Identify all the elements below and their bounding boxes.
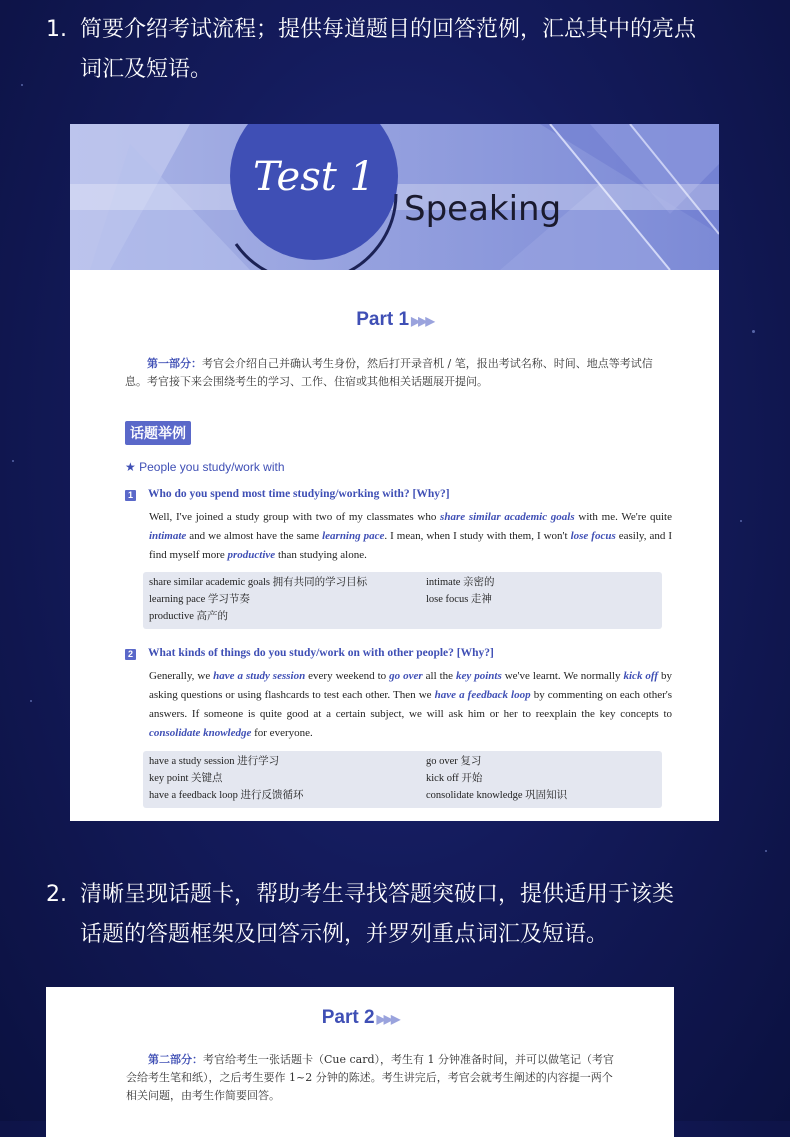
star-dot — [12, 460, 14, 462]
answer-text: . I mean, when I study with them, I won't — [384, 530, 571, 542]
part-2-title-text: Part 2 — [321, 1007, 375, 1028]
answer-text: for everyone. — [251, 727, 313, 739]
part-1-title-text: Part 1 — [356, 309, 410, 330]
section-1-line-1: 简要介绍考试流程；提供每道题目的回答范例，汇总其中的亮点 — [80, 17, 697, 42]
highlight-phrase: kick off — [623, 670, 659, 682]
vocab-entry: go over 复习 — [426, 756, 482, 767]
highlight-phrase: intimate — [149, 530, 187, 542]
part-1-title — [70, 309, 719, 331]
section-1-line-2: 词汇及短语。 — [80, 57, 213, 82]
vocab-entry: intimate 亲密的 — [426, 577, 495, 588]
question-1-vocab-box — [143, 572, 662, 629]
highlight-phrase: consolidate knowledge — [149, 727, 252, 739]
section-1-heading — [46, 10, 746, 90]
vocab-entry: kick off 开始 — [426, 773, 483, 784]
section-2-heading — [46, 875, 746, 955]
vocab-entry: share similar academic goals 拥有共同的学习目标 — [149, 577, 368, 588]
question-1-answer — [149, 508, 672, 565]
question-2-number: 2 — [125, 649, 136, 660]
vocab-row — [149, 608, 648, 625]
highlight-phrase: have a feedback loop — [434, 689, 531, 701]
vocab-entry: productive 高产的 — [149, 611, 229, 622]
answer-text: than studying alone. — [275, 549, 367, 561]
highlight-phrase: have a study session — [213, 670, 306, 682]
answer-text: with me. We're quite — [574, 511, 672, 523]
vocab-entry: consolidate knowledge 巩固知识 — [426, 790, 568, 801]
part-2-intro-text: 考官给考生一张话题卡（Cue card），考生有 1 分钟准备时间，并可以做笔记（考官会给考生笔和纸），之后考生要作 1~2 分钟的陈述。考生讲完后，考官会就考生阐述的内容提一两个相关问题，由考生作简要回答。 — [126, 1053, 615, 1102]
part-2-intro-label: 第二部分： — [148, 1053, 203, 1066]
question-2-answer — [149, 667, 672, 743]
triple-arrow-icon: ▶▶▶ — [376, 1012, 399, 1026]
section-2-line-2: 话题的答题框架及回答示例，并罗列重点词汇及短语。 — [80, 922, 609, 947]
part-1-intro-text: 考官会介绍自己并确认考生身份，然后打开录音机 / 笔，报出考试名称、时间、地点等考试信息。考官接下来会围绕考生的学习、工作、住宿或其他相关话题展开提问。 — [125, 357, 653, 388]
part-1-intro-label: 第一部分： — [147, 357, 202, 370]
test-speaking-banner — [70, 124, 719, 270]
topic-example-tag: 话题举例 — [125, 421, 191, 445]
vocab-entry: lose focus 走神 — [426, 594, 492, 605]
answer-text: and we almost have the same — [186, 530, 323, 542]
highlight-phrase: productive — [227, 549, 276, 561]
question-2-vocab-box — [143, 751, 662, 808]
sample-page-part-1 — [70, 124, 719, 821]
star-dot — [21, 84, 23, 86]
part-2-title — [46, 1007, 674, 1029]
answer-text: Well, I've joined a study group with two of my classmates who — [149, 511, 441, 523]
vocab-entry: have a feedback loop 进行反馈循环 — [149, 790, 304, 801]
answer-text: every weekend to — [305, 670, 390, 682]
section-2-line-1: 清晰呈现话题卡，帮助考生寻找答题突破口，提供适用于该类 — [80, 882, 675, 907]
answer-text: easily, and I find myself more — [149, 530, 672, 561]
vocab-row — [149, 787, 648, 804]
highlight-phrase: share similar academic goals — [440, 511, 575, 523]
answer-text: Generally, we — [149, 670, 214, 682]
answer-text: we've learnt. We normally — [501, 670, 624, 682]
answer-text: all the — [422, 670, 457, 682]
question-2-text: What kinds of things do you study/work on with other people? [Why?] — [148, 647, 494, 659]
vocab-entry: key point 关键点 — [149, 773, 223, 784]
star-dot — [752, 330, 755, 333]
answer-text: by commenting on each other's answers. If someone is quite good at a certain subject, we will ask him or her to reexplain the key concepts to — [149, 689, 672, 720]
vocab-row — [149, 574, 648, 591]
section-2-number: 2. — [46, 882, 67, 907]
question-1-number: 1 — [125, 490, 136, 501]
vocab-entry: learning pace 学习节奏 — [149, 594, 250, 605]
vocab-row — [149, 753, 648, 770]
section-1-number: 1. — [46, 17, 67, 42]
vocab-row — [149, 770, 648, 787]
star-dot — [30, 700, 32, 702]
banner-speaking-label: Speaking — [404, 189, 562, 229]
part-2-intro — [126, 1051, 621, 1105]
sample-page-part-2 — [46, 987, 674, 1137]
vocab-row — [149, 591, 648, 608]
triple-arrow-icon: ▶▶▶ — [411, 314, 433, 328]
highlight-phrase: learning pace — [322, 530, 385, 542]
highlight-phrase: lose focus — [570, 530, 616, 542]
star-dot — [740, 520, 742, 522]
highlight-phrase: go over — [389, 670, 423, 682]
topic-title: ★ People you study/work with — [125, 460, 285, 474]
vocab-entry: have a study session 进行学习 — [149, 756, 280, 767]
highlight-phrase: key points — [456, 670, 502, 682]
banner-test-label: Test 1 — [252, 154, 376, 200]
answer-text: by asking questions or using flashcards to test each other. Then we — [149, 670, 673, 701]
star-dot — [765, 850, 767, 852]
part-1-intro — [125, 355, 670, 391]
question-1-text: Who do you spend most time studying/working with? [Why?] — [148, 488, 450, 500]
